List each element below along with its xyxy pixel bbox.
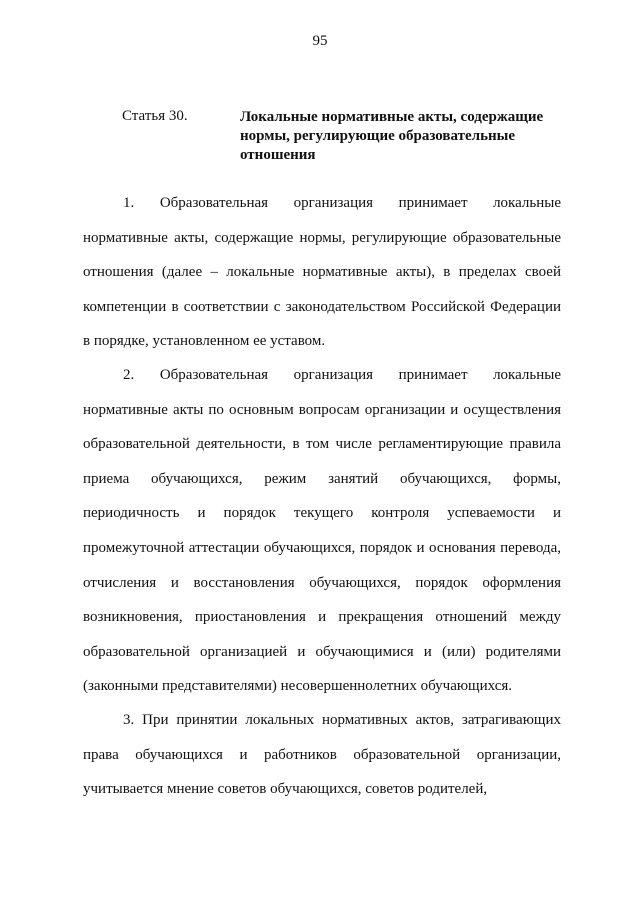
paragraph-1: 1. Образовательная организация принимает локальные нормативные акты, содержащие нормы, регулирующие образовательные отношения (далее – локальные нормативные акты), в пределах своей компетенции в соответствии с законодательством Российской Федерации в порядке, установленном ее уставом. [83, 195, 561, 350]
page-number: 95 [312, 33, 328, 49]
article-label: Статья 30. [122, 108, 188, 124]
paragraph-3: 3. При принятии локальных нормативных актов, затрагивающих права обучающихся и работников образовательной организации, учитывается мнение советов обучающихся, советов родителей, [83, 712, 561, 798]
paragraph-2: 2. Образовательная организация принимает локальные нормативные акты по основным вопросам организации и осуществления образовательной деятельности, в том числе регламентирующие правила приема обучающихся, режим занятий обучающихся, формы, периодичность и порядок текущего контроля успеваемости и промежуточной аттестации обучающихся, порядок и основания перевода, отчисления и восстановления обучающихся, порядок оформления возникновения, приостановления и прекращения отношений между образовательной организацией и обучающимися и (или) родителями (законными представителями) несовершеннолетних обучающихся. [83, 367, 561, 695]
article-title: Локальные нормативные акты, содержащие нормы, регулирующие образовательные отношения [240, 109, 544, 163]
